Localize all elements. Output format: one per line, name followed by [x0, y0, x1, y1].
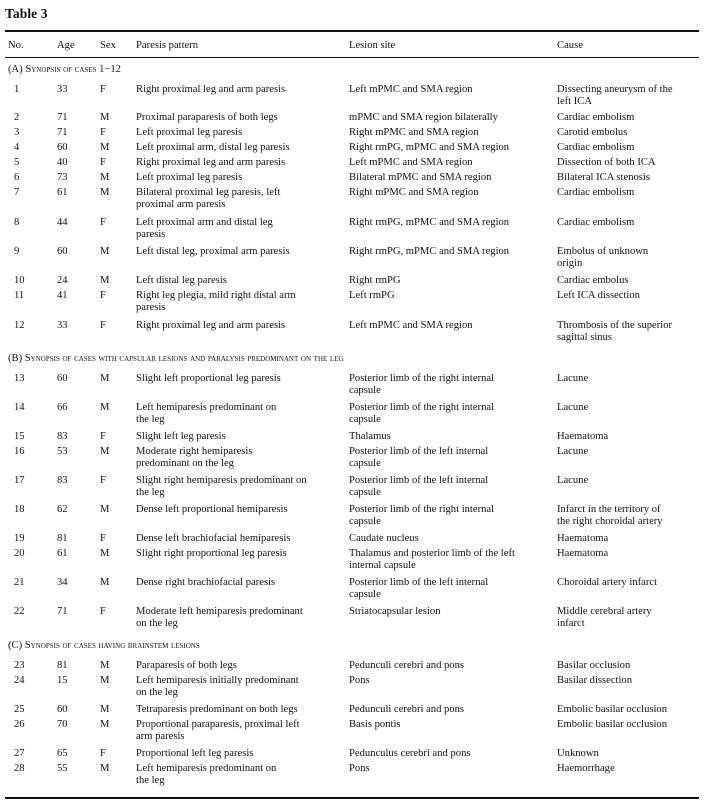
row-number: 5 [14, 157, 20, 168]
row-paresis-pattern: on the leg [136, 687, 178, 698]
row-number: 23 [14, 660, 25, 671]
row-sex: M [100, 719, 110, 730]
row-number: 17 [14, 475, 25, 486]
row-lesion-site: Pons [349, 675, 370, 686]
row-cause: Cardiac embolism [557, 142, 635, 153]
row-paresis-pattern: Right leg plegia, mild right distal arm [136, 290, 296, 301]
row-cause: Dissecting aneurysm of the [557, 84, 673, 95]
row-paresis-pattern: the leg [136, 487, 165, 498]
row-lesion-site: Pons [349, 763, 370, 774]
row-paresis-pattern: Slight left leg paresis [136, 431, 226, 442]
row-paresis-pattern: Left hemiparesis predominant on [136, 402, 277, 413]
row-paresis-pattern: Left proximal arm and distal leg [136, 217, 273, 228]
table-title: Table 3 [5, 6, 48, 21]
row-number: 4 [14, 142, 20, 153]
row-age: 66 [57, 402, 68, 413]
row-age: 41 [57, 290, 68, 301]
row-paresis-pattern: Dense right brachiofacial paresis [136, 577, 276, 588]
row-age: 61 [57, 548, 68, 559]
row-lesion-site: Thalamus and posterior limb of the left [349, 548, 515, 559]
row-paresis-pattern: Left distal leg paresis [136, 275, 227, 286]
row-paresis-pattern: Right proximal leg and arm paresis [136, 320, 286, 331]
row-age: 71 [57, 127, 68, 138]
row-sex: F [100, 475, 106, 486]
header-no: No. [8, 40, 24, 51]
row-number: 2 [14, 112, 20, 123]
row-cause: Haematoma [557, 548, 609, 559]
row-age: 24 [57, 275, 68, 286]
row-sex: M [100, 548, 110, 559]
row-cause: Lacune [557, 402, 589, 413]
row-paresis-pattern: Moderate left hemiparesis predominant [136, 606, 303, 617]
row-number: 18 [14, 504, 25, 515]
row-lesion-site: Pedunculus cerebri and pons [349, 748, 471, 759]
row-paresis-pattern: Proportional left leg paresis [136, 748, 254, 759]
row-lesion-site: Right rmPG, mPMC and SMA region [349, 246, 510, 257]
row-cause: Middle cerebral artery [557, 606, 652, 617]
row-paresis-pattern: the leg [136, 775, 165, 786]
row-number: 14 [14, 402, 25, 413]
row-number: 20 [14, 548, 25, 559]
row-age: 60 [57, 704, 68, 715]
row-cause: infarct [557, 618, 585, 629]
row-number: 3 [14, 127, 20, 138]
row-paresis-pattern: proximal arm paresis [136, 199, 226, 210]
row-sex: M [100, 187, 110, 198]
row-number: 1 [14, 84, 20, 95]
row-sex: F [100, 157, 106, 168]
row-paresis-pattern: Left hemiparesis predominant on [136, 763, 277, 774]
row-lesion-site: Posterior limb of the left internal [349, 577, 489, 588]
row-paresis-pattern: Dense left proportional hemiparesis [136, 504, 288, 515]
row-number: 28 [14, 763, 25, 774]
row-age: 33 [57, 320, 68, 331]
row-number: 19 [14, 533, 25, 544]
row-paresis-pattern: Proximal paraparesis of both legs [136, 112, 278, 123]
row-paresis-pattern: Slight right proportional leg paresis [136, 548, 287, 559]
row-lesion-site: capsule [349, 516, 381, 527]
row-lesion-site: Right rmPG [349, 275, 401, 286]
row-lesion-site: Pedunculi cerebri and pons [349, 704, 465, 715]
row-age: 53 [57, 446, 68, 457]
row-age: 81 [57, 533, 68, 544]
row-cause: origin [557, 258, 583, 269]
row-number: 8 [14, 217, 20, 228]
row-lesion-site: Left mPMC and SMA region [349, 157, 473, 168]
header-site: Lesion site [349, 40, 396, 51]
row-number: 24 [14, 675, 25, 686]
row-sex: F [100, 606, 106, 617]
row-cause: Lacune [557, 373, 589, 384]
row-paresis-pattern: Left proximal leg paresis [136, 127, 243, 138]
row-lesion-site: capsule [349, 414, 381, 425]
row-cause: Haematoma [557, 533, 609, 544]
row-lesion-site: capsule [349, 458, 381, 469]
row-cause: Cardiac embolism [557, 112, 635, 123]
header-sex: Sex [100, 40, 116, 51]
row-paresis-pattern: arm paresis [136, 731, 185, 742]
row-cause: left ICA [557, 96, 593, 107]
row-age: 73 [57, 172, 68, 183]
row-number: 15 [14, 431, 25, 442]
row-number: 16 [14, 446, 25, 457]
row-paresis-pattern: Proportional paraparesis, proximal left [136, 719, 300, 730]
row-cause: Cardiac embolism [557, 187, 635, 198]
row-age: 40 [57, 157, 68, 168]
row-lesion-site: Posterior limb of the right internal [349, 402, 495, 413]
row-paresis-pattern: Right proximal leg and arm paresis [136, 84, 286, 95]
row-paresis-pattern: Slight right hemiparesis predominant on [136, 475, 307, 486]
row-cause: Basilar occlusion [557, 660, 631, 671]
row-number: 9 [14, 246, 20, 257]
row-number: 25 [14, 704, 25, 715]
row-cause: Lacune [557, 475, 589, 486]
row-age: 60 [57, 373, 68, 384]
row-lesion-site: Right mPMC and SMA region [349, 127, 479, 138]
row-age: 71 [57, 606, 68, 617]
row-lesion-site: Pedunculi cerebri and pons [349, 660, 465, 671]
row-sex: M [100, 504, 110, 515]
row-cause: Choroidal artery infarct [557, 577, 658, 588]
row-age: 83 [57, 475, 68, 486]
row-paresis-pattern: Paraparesis of both legs [136, 660, 237, 671]
row-paresis-pattern: Dense left brachiofacial hemiparesis [136, 533, 291, 544]
row-paresis-pattern: Left distal leg, proximal arm paresis [136, 246, 290, 257]
row-lesion-site: Posterior limb of the left internal [349, 475, 489, 486]
row-lesion-site: mPMC and SMA region bilaterally [349, 112, 498, 123]
row-cause: Haematoma [557, 431, 609, 442]
row-age: 33 [57, 84, 68, 95]
row-lesion-site: Posterior limb of the left internal [349, 446, 489, 457]
row-paresis-pattern: predominant on the leg [136, 458, 234, 469]
row-sex: M [100, 763, 110, 774]
header-pattern: Paresis pattern [136, 40, 199, 51]
row-age: 44 [57, 217, 68, 228]
row-sex: M [100, 660, 110, 671]
row-paresis-pattern: Left proximal leg paresis [136, 172, 243, 183]
row-cause: Unknown [557, 748, 599, 759]
row-number: 27 [14, 748, 25, 759]
row-cause: Infarct in the territory of [557, 504, 661, 515]
row-cause: Haemorrhage [557, 763, 615, 774]
row-paresis-pattern: on the leg [136, 618, 178, 629]
row-lesion-site: Right rmPG, mPMC and SMA region [349, 142, 510, 153]
row-lesion-site: Right mPMC and SMA region [349, 187, 479, 198]
row-age: 60 [57, 246, 68, 257]
row-lesion-site: Posterior limb of the right internal [349, 373, 495, 384]
row-sex: F [100, 533, 106, 544]
row-cause: sagittal sinus [557, 332, 613, 343]
section-title: (A) Synopsis of cases 1−12 [8, 64, 121, 75]
row-sex: F [100, 217, 106, 228]
section-title: (B) Synopsis of cases with capsular lesions and paralysis predominant on the leg [8, 353, 344, 364]
row-sex: F [100, 431, 106, 442]
row-lesion-site: capsule [349, 589, 381, 600]
row-lesion-site: Thalamus [349, 431, 391, 442]
row-sex: M [100, 275, 110, 286]
row-age: 65 [57, 748, 68, 759]
row-lesion-site: Striatocapsular lesion [349, 606, 441, 617]
row-sex: M [100, 172, 110, 183]
row-lesion-site: Left mPMC and SMA region [349, 320, 473, 331]
row-lesion-site: Caudate nucleus [349, 533, 419, 544]
bottom-rule [5, 797, 699, 799]
row-paresis-pattern: paresis [136, 229, 166, 240]
row-lesion-site: Bilateral mPMC and SMA region [349, 172, 492, 183]
row-lesion-site: Left rmPG [349, 290, 395, 301]
top-rule [5, 30, 699, 32]
row-cause: Thrombosis of the superior [557, 320, 673, 331]
row-age: 55 [57, 763, 68, 774]
row-sex: M [100, 577, 110, 588]
row-number: 10 [14, 275, 25, 286]
row-number: 12 [14, 320, 25, 331]
row-number: 26 [14, 719, 25, 730]
row-lesion-site: Left mPMC and SMA region [349, 84, 473, 95]
row-cause: Cardiac embolism [557, 217, 635, 228]
row-paresis-pattern: Bilateral proximal leg paresis, left [136, 187, 281, 198]
row-number: 11 [14, 290, 25, 301]
row-paresis-pattern: paresis [136, 302, 166, 313]
row-cause: Embolus of unknown [557, 246, 649, 257]
row-cause: the right choroidal artery [557, 516, 663, 527]
row-age: 34 [57, 577, 68, 588]
row-cause: Lacune [557, 446, 589, 457]
row-age: 81 [57, 660, 68, 671]
row-number: 21 [14, 577, 25, 588]
header-rule [5, 57, 699, 58]
row-lesion-site: capsule [349, 487, 381, 498]
row-sex: M [100, 675, 110, 686]
row-sex: F [100, 320, 106, 331]
row-sex: F [100, 748, 106, 759]
row-lesion-site: Posterior limb of the right internal [349, 504, 495, 515]
row-number: 7 [14, 187, 20, 198]
row-age: 60 [57, 142, 68, 153]
row-sex: F [100, 290, 106, 301]
row-cause: Bilateral ICA stenosis [557, 172, 650, 183]
row-sex: M [100, 112, 110, 123]
row-cause: Embolic basilar occlusion [557, 704, 668, 715]
row-cause: Basilar dissection [557, 675, 633, 686]
row-number: 6 [14, 172, 20, 183]
row-number: 13 [14, 373, 25, 384]
row-cause: Left ICA dissection [557, 290, 640, 301]
row-sex: F [100, 127, 106, 138]
row-paresis-pattern: Left proximal arm, distal leg paresis [136, 142, 290, 153]
row-lesion-site: Basis pontis [349, 719, 401, 730]
row-cause: Embolic basilar occlusion [557, 719, 668, 730]
row-age: 15 [57, 675, 68, 686]
row-sex: M [100, 402, 110, 413]
row-sex: M [100, 446, 110, 457]
row-paresis-pattern: Right proximal leg and arm paresis [136, 157, 286, 168]
row-cause: Cardiac embolus [557, 275, 629, 286]
row-sex: F [100, 84, 106, 95]
header-cause: Cause [557, 40, 583, 51]
row-paresis-pattern: Slight left proportional leg paresis [136, 373, 281, 384]
row-lesion-site: capsule [349, 385, 381, 396]
row-lesion-site: internal capsule [349, 560, 416, 571]
row-age: 61 [57, 187, 68, 198]
section-title: (C) Synopsis of cases having brainstem lesions [8, 640, 200, 651]
row-paresis-pattern: the leg [136, 414, 165, 425]
row-age: 70 [57, 719, 68, 730]
row-age: 62 [57, 504, 68, 515]
row-lesion-site: Right rmPG, mPMC and SMA region [349, 217, 510, 228]
row-paresis-pattern: Moderate right hemiparesis [136, 446, 253, 457]
row-sex: M [100, 142, 110, 153]
row-number: 22 [14, 606, 25, 617]
header-age: Age [57, 40, 75, 51]
row-cause: Carotid embolus [557, 127, 628, 138]
row-paresis-pattern: Left hemiparesis initially predominant [136, 675, 299, 686]
row-cause: Dissection of both ICA [557, 157, 656, 168]
row-sex: M [100, 704, 110, 715]
row-age: 71 [57, 112, 68, 123]
row-sex: M [100, 373, 110, 384]
row-sex: M [100, 246, 110, 257]
row-age: 83 [57, 431, 68, 442]
row-paresis-pattern: Tetraparesis predominant on both legs [136, 704, 298, 715]
